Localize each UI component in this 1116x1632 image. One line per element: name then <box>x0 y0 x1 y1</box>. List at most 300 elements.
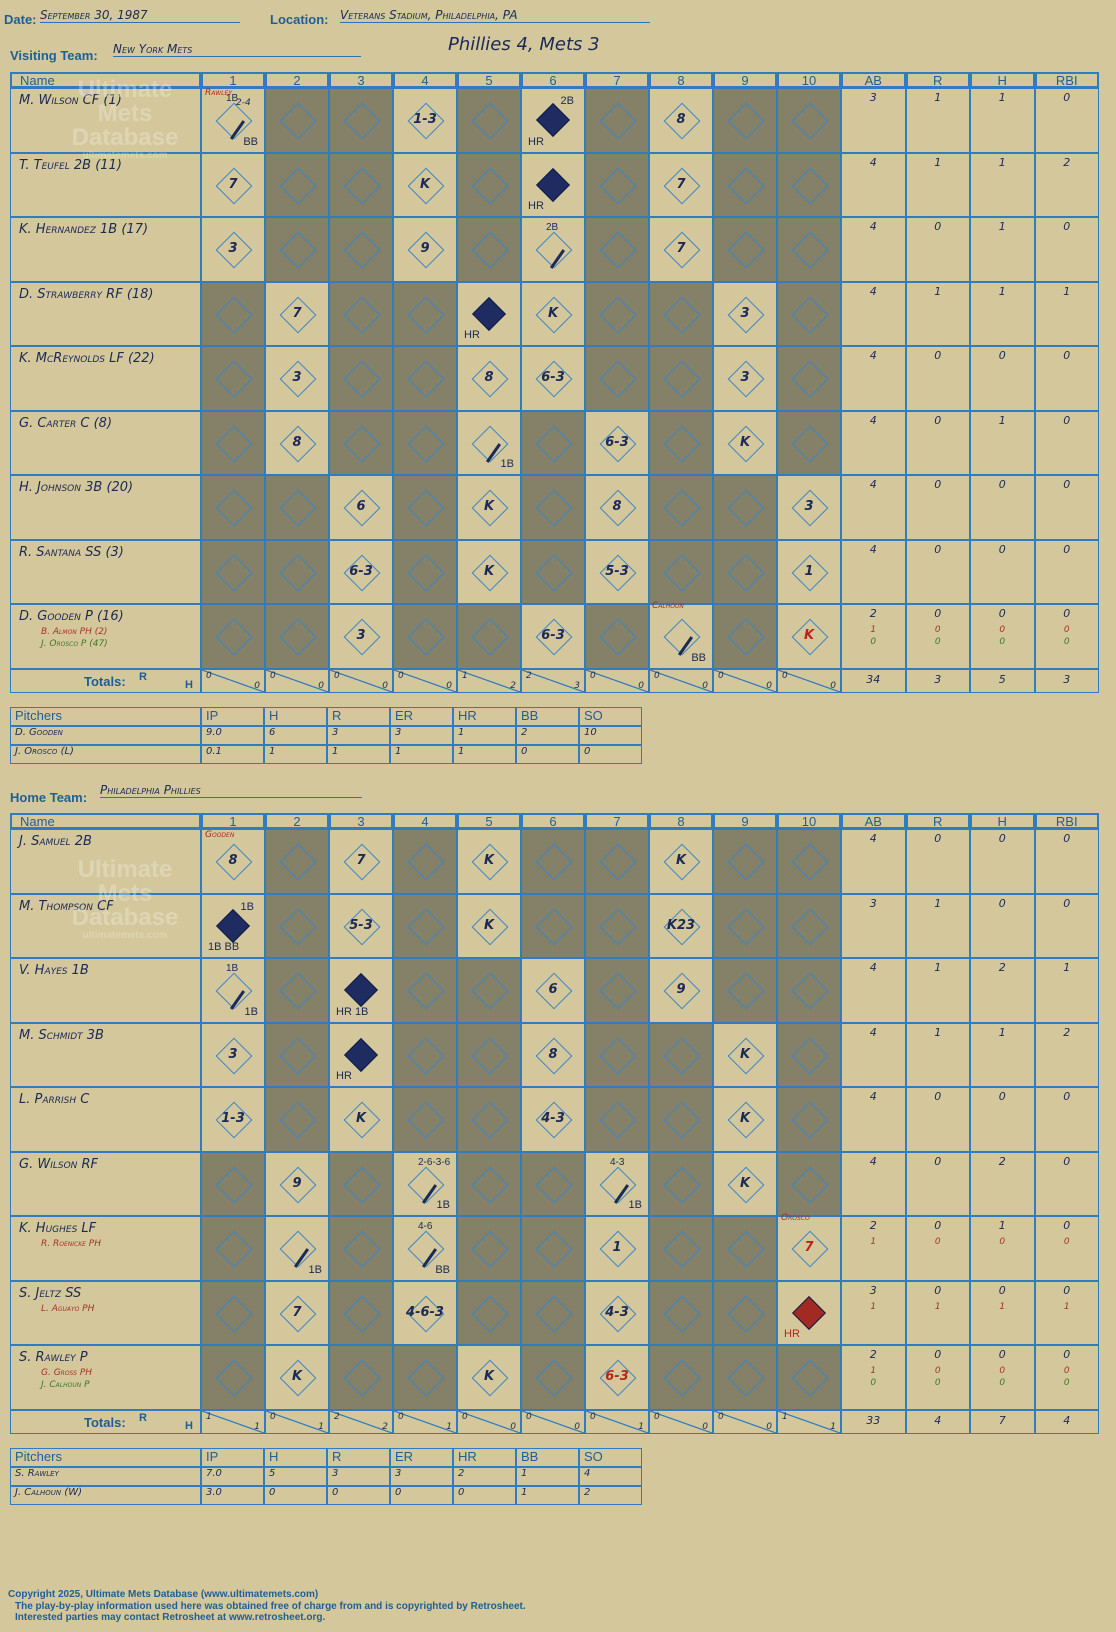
player-cell <box>10 153 201 218</box>
stat-value: 0 <box>934 542 942 556</box>
pitcher-name: J. Calhoun (W) <box>10 1486 201 1505</box>
inning-total-cell <box>585 1410 649 1434</box>
base-diamond <box>600 973 637 1010</box>
play-cell <box>713 540 777 605</box>
stat-value: 0 <box>934 1283 942 1297</box>
pitcher-stat: 3.0 <box>201 1486 264 1505</box>
stat-value: 0 <box>1063 607 1071 620</box>
play-cell <box>521 1216 585 1281</box>
player-cell <box>10 958 201 1023</box>
play-cell <box>649 1152 713 1217</box>
inning-runs: 1 <box>782 1411 788 1422</box>
inning-hits: 0 <box>702 680 708 691</box>
play-cell <box>521 1281 585 1346</box>
inning-runs: 0 <box>654 1411 660 1422</box>
play-cell <box>585 88 649 153</box>
play-result: 3 <box>292 370 302 386</box>
stat-cell <box>906 346 971 411</box>
play-result: K <box>739 434 751 450</box>
base-diamond <box>728 103 765 140</box>
base-diamond <box>408 490 445 527</box>
play-cell <box>457 1216 521 1281</box>
play-cell <box>585 829 649 894</box>
stat-cell <box>906 217 971 282</box>
pitcher-col-header: Pitchers <box>10 1448 201 1467</box>
base-diamond <box>216 909 250 943</box>
col-header-stat: R <box>906 813 971 829</box>
base-diamond <box>728 908 765 945</box>
play-cell <box>585 894 649 959</box>
hits-label: H <box>185 678 193 691</box>
play-cell <box>265 540 329 605</box>
stat-value: 1 <box>934 284 942 298</box>
player-cell <box>10 1087 201 1152</box>
stat-cell <box>1035 1023 1100 1088</box>
play-note: HR <box>528 200 544 212</box>
play-cell <box>521 829 585 894</box>
pitcher-col-header: BB <box>516 1448 579 1467</box>
inning-hits: 3 <box>574 680 580 691</box>
base-diamond <box>216 425 253 462</box>
stat-value: 3 <box>869 1283 877 1297</box>
play-note: 1B <box>628 1199 642 1211</box>
runs-label: R <box>139 1411 147 1424</box>
stat-value: 0 <box>934 1090 942 1103</box>
play-cell <box>329 217 393 282</box>
play-result: 9 <box>676 982 686 998</box>
inning-runs: 0 <box>270 670 276 681</box>
play-cell <box>329 1023 393 1088</box>
stat-cell <box>1035 282 1100 347</box>
base-diamond <box>280 908 317 945</box>
base-diamond <box>536 1166 573 1203</box>
retrosheet-note: The play-by-play information used here was obtained free of charge from and is copyrighted by Retrosheet. <box>15 1601 526 1612</box>
play-note: BB <box>691 651 706 664</box>
hits-label: H <box>185 1419 193 1432</box>
play-cell <box>457 540 521 605</box>
play-cell <box>265 282 329 347</box>
play-result: K <box>483 853 495 869</box>
col-header-inning: 3 <box>329 813 393 829</box>
inning-hits: 0 <box>830 680 836 691</box>
play-cell <box>649 475 713 540</box>
play-cell <box>713 1087 777 1152</box>
inning-hits: 0 <box>318 680 324 691</box>
pitcher-stat: 4 <box>579 1467 642 1486</box>
base-diamond <box>280 619 317 656</box>
play-cell <box>329 411 393 476</box>
pitcher-stat: 3 <box>390 726 453 745</box>
base-diamond <box>408 973 445 1010</box>
stat-value: 2 <box>869 607 877 620</box>
stat-value: 4 <box>869 1090 877 1103</box>
play-cell <box>201 153 265 218</box>
stat-cell <box>841 1023 906 1088</box>
stat-cell <box>841 604 906 669</box>
play-cell <box>457 153 521 218</box>
stat-value: 0 <box>1063 832 1071 845</box>
inning-runs: 0 <box>206 670 212 681</box>
base-diamond <box>728 232 765 269</box>
play-cell <box>521 1345 585 1410</box>
pitcher-col-header: HR <box>453 1448 516 1467</box>
stat-cell <box>906 540 971 605</box>
base-diamond <box>216 361 253 398</box>
stat-cell <box>906 894 971 959</box>
stat-value: 1 <box>998 155 1006 169</box>
sub-stat-value: 0 <box>999 1366 1006 1376</box>
inning-hits: 0 <box>382 680 388 691</box>
col-header-inning: 10 <box>777 72 841 88</box>
col-header-inning: 7 <box>585 813 649 829</box>
play-result: 7 <box>804 1240 814 1256</box>
play-cell <box>585 346 649 411</box>
play-cell <box>201 894 265 959</box>
play-result: K <box>547 305 559 321</box>
stat-cell <box>906 1023 971 1088</box>
stat-cell <box>841 894 906 959</box>
base-diamond <box>344 361 381 398</box>
inning-runs: 0 <box>398 1411 404 1422</box>
copyright: Copyright 2025, Ultimate Mets Database (www.ultimatemets.com) <box>8 1589 319 1600</box>
col-header-inning: 9 <box>713 72 777 88</box>
col-header-inning: 1 <box>201 813 265 829</box>
pitcher-change-note: Orosco <box>781 1213 810 1223</box>
base-diamond <box>472 232 509 269</box>
play-result: 7 <box>292 305 302 321</box>
play-result: K <box>739 1175 751 1191</box>
pitcher-stat: 3 <box>327 726 390 745</box>
base-diamond <box>536 1231 573 1268</box>
play-result: 5-3 <box>605 563 629 579</box>
play-result: 7 <box>676 241 686 257</box>
player-name: L. Parrish C <box>19 1092 90 1107</box>
stat-value: 4 <box>869 478 877 491</box>
play-cell <box>201 604 265 669</box>
pitcher-change-note: 2-4 <box>236 98 251 108</box>
stat-value: 2 <box>1063 1025 1071 1039</box>
play-cell <box>265 1023 329 1088</box>
play-result: 3 <box>740 370 750 386</box>
play-note-top: 2B <box>560 95 574 107</box>
inning-total-cell <box>777 669 841 693</box>
play-note: 1B BB <box>208 941 240 953</box>
base-diamond <box>472 167 509 204</box>
play-cell <box>713 1281 777 1346</box>
base-diamond <box>536 844 573 881</box>
play-note-top: 1B <box>240 900 254 913</box>
play-cell <box>649 604 713 669</box>
play-result: 8 <box>484 370 494 386</box>
play-result: K <box>419 176 431 192</box>
player-name: G. Carter C (8) <box>19 415 113 431</box>
play-cell <box>585 1023 649 1088</box>
play-cell <box>649 346 713 411</box>
stat-cell <box>1035 475 1100 540</box>
base-diamond <box>472 1295 509 1332</box>
play-result: 7 <box>292 1304 302 1320</box>
col-header-stat: H <box>970 813 1035 829</box>
play-cell <box>393 604 457 669</box>
pitcher-stat: 0 <box>327 1486 390 1505</box>
base-diamond <box>472 103 509 140</box>
stat-cell <box>906 1281 971 1346</box>
inning-runs: 0 <box>334 670 340 681</box>
pitcher-stat: 0 <box>390 1486 453 1505</box>
play-cell <box>265 1281 329 1346</box>
base-diamond <box>664 361 701 398</box>
base-diamond <box>216 296 253 333</box>
play-cell <box>521 540 585 605</box>
stat-cell <box>970 88 1035 153</box>
sub-stat-value: 1 <box>1063 1301 1070 1312</box>
stat-cell <box>1035 153 1100 218</box>
stat-cell <box>906 1087 971 1152</box>
stat-value: 2 <box>998 961 1006 974</box>
play-cell <box>457 1023 521 1088</box>
base-diamond <box>600 908 637 945</box>
total-stat-cell <box>841 1410 906 1434</box>
sub-player-name: J. Orosco P (47) <box>41 639 108 649</box>
stat-cell <box>970 346 1035 411</box>
play-cell <box>713 958 777 1023</box>
sub-stat-value: 0 <box>934 1366 941 1376</box>
play-cell <box>777 1281 841 1346</box>
play-cell <box>649 153 713 218</box>
stat-cell <box>906 1345 971 1410</box>
pitcher-col-header: SO <box>579 707 642 726</box>
inning-hits: 0 <box>638 680 644 691</box>
play-result: K <box>291 1369 303 1385</box>
play-cell <box>393 958 457 1023</box>
sub-player-name: G. Gross PH <box>41 1368 93 1378</box>
play-cell <box>713 282 777 347</box>
play-cell <box>329 1152 393 1217</box>
play-cell <box>777 540 841 605</box>
play-note-top: 4-6 <box>418 1221 433 1232</box>
player-name: R. Santana SS (3) <box>19 544 124 560</box>
stat-value: 2 <box>998 1154 1006 1168</box>
stat-value: 0 <box>998 1283 1006 1297</box>
col-header-stat: AB <box>841 813 906 829</box>
retrosheet-contact: Interested parties may contact Retrosheet at www.retrosheet.org. <box>15 1612 326 1623</box>
play-cell <box>393 1023 457 1088</box>
pitcher-stat: 1 <box>264 745 327 764</box>
pitcher-stat: 2 <box>516 726 579 745</box>
play-cell <box>521 282 585 347</box>
base-diamond <box>664 554 701 591</box>
play-note: HR 1B <box>336 1005 369 1018</box>
player-name: K. McReynolds LF (22) <box>19 351 155 366</box>
base-diamond <box>472 1231 509 1268</box>
play-cell <box>777 346 841 411</box>
player-name: D. Strawberry RF (18) <box>19 286 154 302</box>
play-cell <box>713 1023 777 1088</box>
sub-stat-value: 0 <box>934 637 941 647</box>
stat-cell <box>970 411 1035 476</box>
stat-cell <box>1035 894 1100 959</box>
base-diamond <box>728 554 765 591</box>
stat-cell <box>841 1216 906 1281</box>
pitcher-stat: 0.1 <box>201 745 264 764</box>
play-result: K <box>483 917 495 933</box>
sub-player-name: R. Roenicke PH <box>41 1239 101 1249</box>
pitcher-stat: 10 <box>579 726 642 745</box>
play-cell <box>585 411 649 476</box>
stat-value: 0 <box>998 478 1006 491</box>
stat-cell <box>1035 1216 1100 1281</box>
stat-cell <box>970 217 1035 282</box>
inning-hits: 0 <box>574 1421 580 1432</box>
stat-cell <box>1035 604 1100 669</box>
base-diamond <box>728 973 765 1010</box>
player-cell <box>10 475 201 540</box>
stat-value: 2 <box>869 1348 877 1361</box>
stat-cell <box>1035 958 1100 1023</box>
pitcher-change-note: Gooden <box>205 830 235 840</box>
play-cell <box>713 88 777 153</box>
col-header-inning: 5 <box>457 72 521 88</box>
stat-cell <box>970 604 1035 669</box>
stat-value: 0 <box>934 349 942 362</box>
inning-runs: 0 <box>654 670 660 681</box>
base-diamond <box>408 619 445 656</box>
inning-total-cell <box>777 1410 841 1434</box>
base-diamond <box>344 232 381 269</box>
pitcher-col-header: BB <box>516 707 579 726</box>
play-cell <box>265 958 329 1023</box>
stat-cell <box>841 1345 906 1410</box>
total-stat-value: 3 <box>1063 672 1071 686</box>
inning-total-cell <box>713 669 777 693</box>
play-result: 1 <box>804 563 814 579</box>
base-diamond <box>280 232 317 269</box>
play-cell <box>777 894 841 959</box>
sub-stat-value: 0 <box>999 1237 1006 1247</box>
stat-cell <box>841 346 906 411</box>
stat-value: 0 <box>1063 1348 1071 1361</box>
total-stat-cell <box>970 1410 1035 1434</box>
play-cell <box>201 1345 265 1410</box>
stat-cell <box>970 1087 1035 1152</box>
inning-total-cell <box>393 1410 457 1434</box>
play-cell <box>393 411 457 476</box>
play-cell <box>649 540 713 605</box>
play-result: K23 <box>666 917 696 933</box>
play-cell <box>265 153 329 218</box>
col-header-inning: 4 <box>393 813 457 829</box>
play-result: 9 <box>420 241 430 257</box>
player-cell <box>10 1345 201 1410</box>
base-diamond <box>536 1295 573 1332</box>
play-cell <box>457 1345 521 1410</box>
date-value: September 30, 1987 <box>40 8 240 23</box>
base-diamond <box>216 1231 253 1268</box>
stat-value: 1 <box>934 1025 942 1039</box>
base-diamond <box>472 619 509 656</box>
play-cell <box>649 958 713 1023</box>
player-cell <box>10 1281 201 1346</box>
base-diamond <box>664 1231 701 1268</box>
play-cell <box>265 1152 329 1217</box>
stat-cell <box>906 829 971 894</box>
col-header-inning: 6 <box>521 813 585 829</box>
play-cell <box>457 88 521 153</box>
play-cell <box>777 829 841 894</box>
stat-value: 0 <box>1063 1090 1071 1103</box>
play-note: 1B <box>500 458 514 470</box>
base-diamond <box>536 490 573 527</box>
play-result: K <box>803 628 815 644</box>
play-cell <box>585 1216 649 1281</box>
player-name: M. Schmidt 3B <box>19 1027 104 1043</box>
col-header-stat: AB <box>841 72 906 88</box>
base-diamond <box>216 1360 253 1397</box>
play-cell <box>713 1345 777 1410</box>
base-diamond <box>600 844 637 881</box>
play-note: HR <box>336 1070 352 1082</box>
base-diamond <box>600 1102 637 1139</box>
sub-stat-value: 0 <box>1063 637 1070 647</box>
base-diamond <box>536 168 570 202</box>
play-cell <box>713 829 777 894</box>
play-result: 6-3 <box>541 370 565 386</box>
inning-runs: 2 <box>334 1411 340 1422</box>
play-cell <box>585 1087 649 1152</box>
stat-cell <box>1035 411 1100 476</box>
stat-cell <box>1035 217 1100 282</box>
base-diamond <box>792 296 829 333</box>
stat-value: 3 <box>869 91 877 104</box>
stat-value: 0 <box>998 607 1006 620</box>
play-cell <box>713 1152 777 1217</box>
player-name: S. Rawley P <box>19 1350 88 1365</box>
stat-value: 1 <box>1063 961 1071 974</box>
play-cell <box>393 1087 457 1152</box>
base-diamond <box>600 232 637 269</box>
stat-cell <box>970 1281 1035 1346</box>
inning-hits: 0 <box>766 1421 772 1432</box>
play-cell <box>201 1281 265 1346</box>
base-diamond <box>472 1037 509 1074</box>
inning-hits: 1 <box>446 1421 452 1432</box>
play-cell <box>265 217 329 282</box>
play-cell <box>393 1152 457 1217</box>
play-cell <box>393 540 457 605</box>
base-diamond <box>536 425 573 462</box>
play-cell <box>393 217 457 282</box>
play-cell <box>201 475 265 540</box>
stat-cell <box>970 1152 1035 1217</box>
play-cell <box>393 346 457 411</box>
stat-value: 0 <box>934 220 942 233</box>
inning-runs: 0 <box>462 1411 468 1422</box>
play-cell <box>585 1152 649 1217</box>
play-note: 1B <box>308 1263 322 1276</box>
watermark-text: Ultimate <box>77 856 173 883</box>
play-cell <box>713 346 777 411</box>
base-diamond <box>792 1296 826 1330</box>
play-result: 3 <box>740 305 750 321</box>
play-cell <box>457 475 521 540</box>
total-stat-value: 3 <box>934 672 942 686</box>
stat-value: 4 <box>869 1025 877 1039</box>
inning-runs: 0 <box>718 1411 724 1422</box>
visiting-label: Visiting Team: <box>10 48 98 63</box>
stat-cell <box>906 604 971 669</box>
inning-runs: 2 <box>526 670 532 681</box>
pitcher-col-header: Pitchers <box>10 707 201 726</box>
